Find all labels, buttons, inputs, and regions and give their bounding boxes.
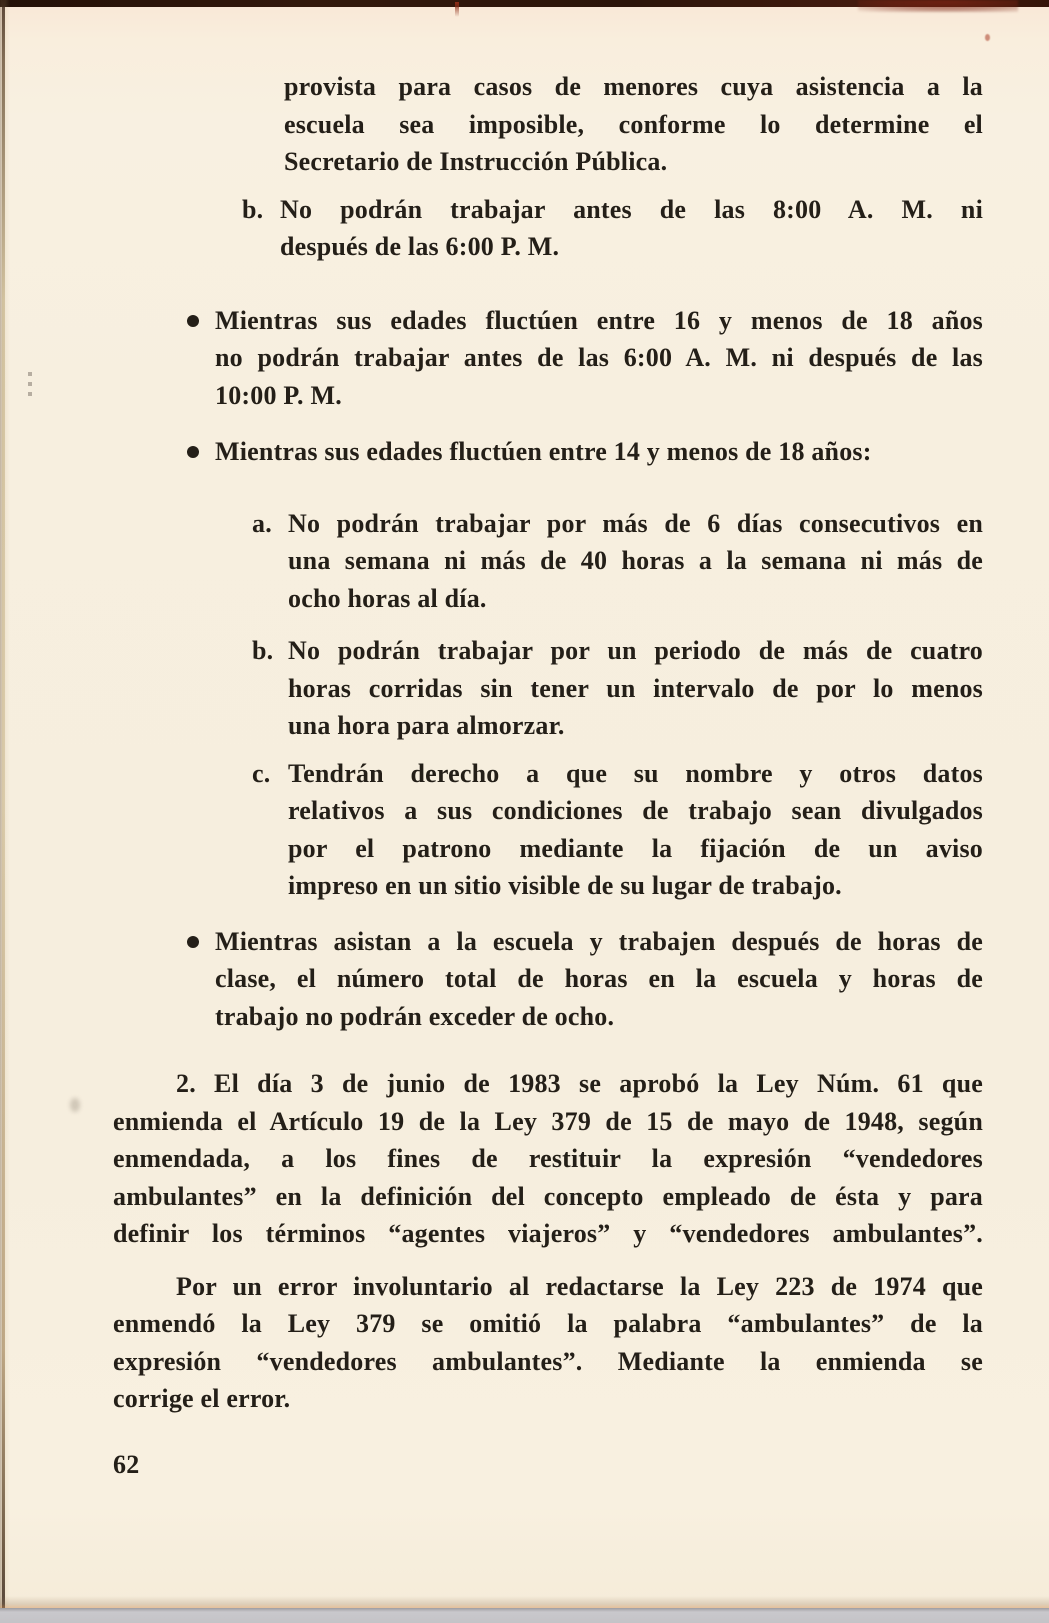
text-line: Mientras asistan a la escuela y trabajen después de horas de <box>215 926 983 956</box>
text-line: trabajo no podrán exceder de ocho. <box>215 1001 615 1031</box>
text-line: No podrán trabajar por más de 6 días consecutivos en <box>288 508 983 538</box>
text-line: 10:00 P. M. <box>215 380 342 410</box>
list-marker: a. <box>252 508 272 538</box>
lettered-item-c-notice <box>252 755 983 905</box>
text-line: expresión “vendedores ambulantes”. Mediante la enmienda se <box>113 1346 983 1376</box>
text-line: impreso en un sitio visible de su lugar de trabajo. <box>288 871 842 900</box>
text-line: horas corridas sin tener un intervalo de por lo menos <box>288 673 983 703</box>
page-number: 62 <box>113 1449 140 1479</box>
lettered-item-b-hours <box>242 191 983 266</box>
page-left-edge-line <box>2 0 5 1608</box>
scan-smudge <box>28 372 32 402</box>
text-line: enmienda el Artículo 19 de la Ley 379 de 15 de mayo de 1948, según <box>113 1106 983 1136</box>
text-line: después de las 6:00 P. M. <box>280 232 560 261</box>
scanner-bottom-strip <box>0 1608 1049 1623</box>
list-marker: c. <box>252 758 271 788</box>
list-marker: b. <box>252 636 274 665</box>
bullet-icon <box>187 315 199 327</box>
text-line: provista para casos de menores cuya asistencia a la <box>284 72 983 101</box>
text-line: Secretario de Instrucción Pública. <box>284 147 668 176</box>
list-marker: b. <box>242 194 264 224</box>
text-line: Tendrán derecho a que su nombre y otros datos <box>288 758 983 788</box>
text-line: Por un error involuntario al redactarse la Ley 223 de 1974 que <box>176 1271 983 1301</box>
lettered-item-b-lunch <box>252 632 983 745</box>
lettered-item-a-days <box>252 505 983 618</box>
page-bottom-paper-edge <box>0 1596 1049 1608</box>
scan-smudge <box>70 1098 80 1112</box>
paragraph-error <box>113 1268 983 1418</box>
text-line: No podrán trabajar antes de las 8:00 A. M. ni <box>280 194 983 224</box>
text-line: relativos a sus condiciones de trabajo sean divulgados <box>288 796 983 825</box>
text-line: Mientras sus edades fluctúen entre 16 y menos de 18 años <box>215 305 983 335</box>
text-line: ambulantes” en la definición del concepto empleado de ésta y para <box>113 1181 983 1211</box>
text-line: 2. El día 3 de junio de 1983 se aprobó la Ley Núm. 61 que <box>176 1069 983 1098</box>
text-line: por el patrono mediante la fijación de un aviso <box>288 833 983 863</box>
text-line: No podrán trabajar por un periodo de más de cuatro <box>288 636 983 665</box>
text-line: corrige el error. <box>113 1384 291 1413</box>
text-line: escuela sea imposible, conforme lo determine el <box>284 109 983 139</box>
bullet-item-16-18 <box>215 302 983 415</box>
ink-dot-mark <box>985 34 990 41</box>
text-line: Mientras sus edades fluctúen entre 14 y menos de 18 años: <box>215 437 872 466</box>
text-line: clase, el número total de horas en la escuela y horas de <box>215 964 983 993</box>
text-line: una hora para almorzar. <box>288 711 565 740</box>
bullet-item-14-18 <box>215 433 983 471</box>
text-line: ocho horas al día. <box>288 583 487 613</box>
text-line: no podrán trabajar antes de las 6:00 A. M. ni después de las <box>215 343 983 372</box>
text-line: una semana ni más de 40 horas a la semana ni más de <box>288 546 983 575</box>
paragraph-provista <box>284 68 983 181</box>
bullet-icon <box>187 446 199 458</box>
text-line: enmendó la Ley 379 se omitió la palabra “ambulantes” de la <box>113 1309 983 1338</box>
paragraph-ley-61 <box>113 1065 983 1253</box>
text-line: definir los términos “agentes viajeros” y “vendedores ambulantes”. <box>113 1219 983 1248</box>
bullet-icon <box>187 936 199 948</box>
text-line: enmendada, a los fines de restituir la expresión “vendedores <box>113 1144 983 1173</box>
bullet-item-school-hours <box>215 923 983 1036</box>
page-content <box>113 0 983 1483</box>
